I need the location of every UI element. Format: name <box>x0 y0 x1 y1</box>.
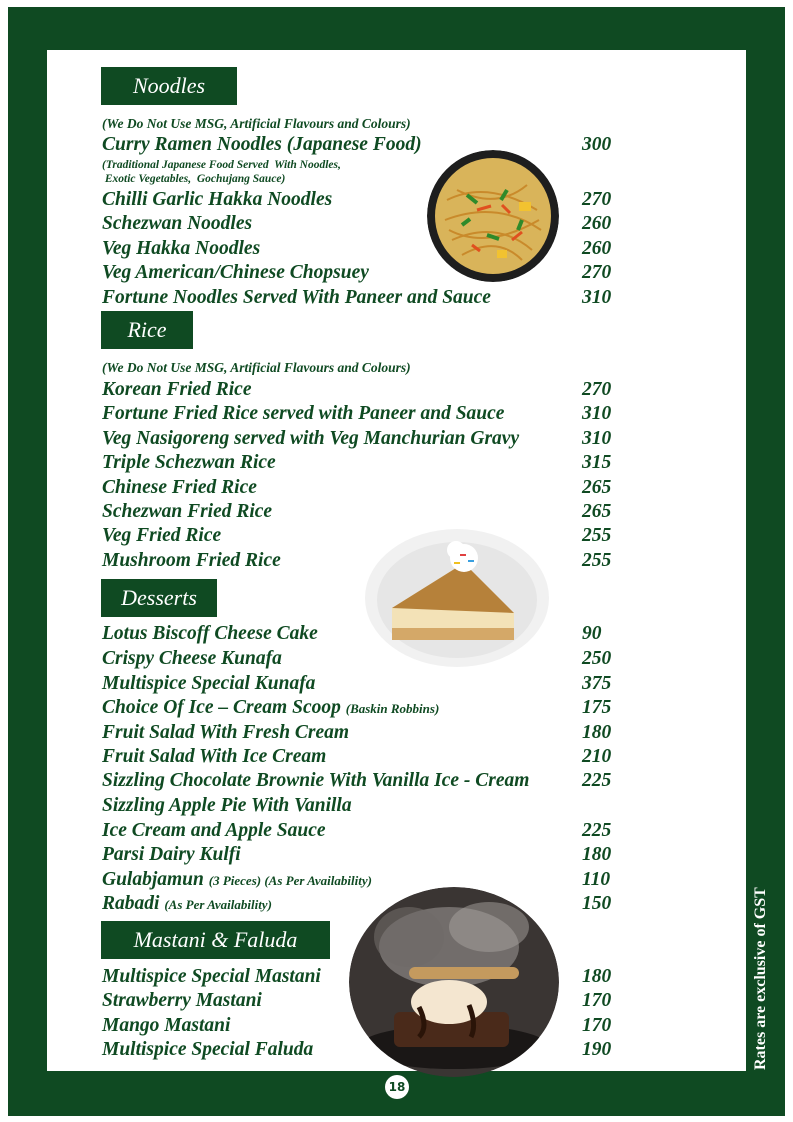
item-name: Fruit Salad With Fresh Cream <box>102 722 350 743</box>
item-price: 265 <box>582 477 612 498</box>
item-price: 310 <box>582 428 612 449</box>
item-price: 170 <box>582 990 612 1011</box>
menu-item <box>102 1039 622 1063</box>
item-price: 225 <box>582 770 612 791</box>
item-name: Strawberry Mastani <box>102 990 262 1011</box>
menu-item <box>102 673 622 697</box>
item-price: 110 <box>582 869 611 890</box>
menu-item <box>102 501 622 525</box>
rice-note: (We Do Not Use MSG, Artificial Flavours and Colours) <box>102 360 411 375</box>
section-header-noodles: Noodles <box>101 67 237 105</box>
item-name: Curry Ramen Noodles (Japanese Food) <box>102 134 422 155</box>
item-price: 260 <box>582 238 612 259</box>
menu-item <box>102 477 622 501</box>
item-price: 180 <box>582 966 612 987</box>
item-price: 375 <box>582 673 612 694</box>
menu-item <box>102 238 622 262</box>
menu-item <box>102 869 622 893</box>
menu-item <box>102 623 622 647</box>
item-name: Korean Fried Rice <box>102 379 252 400</box>
menu-item <box>102 403 622 427</box>
item-name: Mango Mastani <box>102 1015 231 1036</box>
item-name: Veg American/Chinese Chopsuey <box>102 262 369 283</box>
menu-item <box>102 966 622 990</box>
item-name: Fortune Fried Rice served with Paneer and Sauce <box>102 403 505 424</box>
item-price: 270 <box>582 262 612 283</box>
item-name: Veg Nasigoreng served with Veg Manchurian Gravy <box>102 428 520 449</box>
item-name: Sizzling Chocolate Brownie With Vanilla Ice - Cream <box>102 770 530 791</box>
menu-item <box>102 287 622 311</box>
item-price: 255 <box>582 525 612 546</box>
menu-item <box>102 844 622 868</box>
ramen-description: (Traditional Japanese Food Served With Noodles, Exotic Vegetables, Gochujang Sauce) <box>102 159 341 185</box>
item-name: Triple Schezwan Rice <box>102 452 276 473</box>
item-name: Lotus Biscoff Cheese Cake <box>102 623 318 644</box>
menu-item <box>102 990 622 1014</box>
menu-item <box>102 648 622 672</box>
item-price: 315 <box>582 452 612 473</box>
menu-item <box>102 795 622 819</box>
item-price: 255 <box>582 550 612 571</box>
item-price: 170 <box>582 1015 612 1036</box>
item-name: Schezwan Fried Rice <box>102 501 273 522</box>
menu-item <box>102 697 622 721</box>
menu-item <box>102 525 622 549</box>
item-price: 270 <box>582 189 612 210</box>
item-name: Multispice Special Mastani <box>102 966 321 987</box>
item-price: 210 <box>582 746 612 767</box>
item-price: 310 <box>582 287 612 308</box>
item-name: Mushroom Fried Rice <box>102 550 281 571</box>
cheesecake-slice-photo <box>364 528 550 668</box>
item-price: 150 <box>582 893 612 914</box>
item-name: Crispy Cheese Kunafa <box>102 648 282 669</box>
menu-item <box>102 379 622 403</box>
item-name: Chilli Garlic Hakka Noodles <box>102 189 333 210</box>
menu-item <box>102 189 622 213</box>
item-price: 260 <box>582 213 612 234</box>
menu-item <box>102 893 622 917</box>
gst-note: Rates are exclusive of GST <box>752 887 769 1070</box>
item-price: 300 <box>582 134 612 155</box>
noodles-note: (We Do Not Use MSG, Artificial Flavours and Colours) <box>102 116 411 131</box>
item-price: 180 <box>582 722 612 743</box>
item-name: Parsi Dairy Kulfi <box>102 844 241 865</box>
menu-item <box>102 746 622 770</box>
item-price: 175 <box>582 697 612 718</box>
menu-item <box>102 722 622 746</box>
item-name: Rabadi <box>102 893 160 914</box>
section-header-mastani: Mastani & Faluda <box>101 921 330 959</box>
item-name: Sizzling Apple Pie With Vanilla <box>102 795 352 816</box>
item-name: Multispice Special Faluda <box>102 1039 314 1060</box>
item-name: Ice Cream and Apple Sauce <box>102 820 326 841</box>
item-price: 90 <box>582 623 602 644</box>
menu-item <box>102 550 622 574</box>
menu-item <box>102 262 622 286</box>
item-name: Multispice Special Kunafa <box>102 673 316 694</box>
menu-item <box>102 134 622 158</box>
page-number: 18 <box>385 1075 409 1099</box>
item-price: 225 <box>582 820 612 841</box>
item-name: Veg Fried Rice <box>102 525 222 546</box>
menu-item <box>102 1015 622 1039</box>
item-name: Choice Of Ice – Cream Scoop <box>102 697 341 718</box>
menu-item <box>102 428 622 452</box>
item-name: Gulabjamun <box>102 869 204 890</box>
item-name: Veg Hakka Noodles <box>102 238 261 259</box>
item-price: 180 <box>582 844 612 865</box>
item-name: Fortune Noodles Served With Paneer and Sauce <box>102 287 491 308</box>
item-name: Schezwan Noodles <box>102 213 253 234</box>
item-suffix: (3 Pieces) (As Per Availability) <box>208 873 372 888</box>
item-price: 265 <box>582 501 612 522</box>
section-header-desserts: Desserts <box>101 579 217 617</box>
item-name: Chinese Fried Rice <box>102 477 257 498</box>
item-suffix: (Baskin Robbins) <box>345 701 440 716</box>
item-suffix: (As Per Availability) <box>164 897 272 912</box>
item-price: 190 <box>582 1039 612 1060</box>
item-price: 270 <box>582 379 612 400</box>
item-price: 250 <box>582 648 612 669</box>
menu-item <box>102 213 622 237</box>
menu-item <box>102 820 622 844</box>
item-price: 310 <box>582 403 612 424</box>
section-header-rice: Rice <box>101 311 193 349</box>
menu-item <box>102 452 622 476</box>
item-name: Fruit Salad With Ice Cream <box>102 746 327 767</box>
menu-item <box>102 770 622 794</box>
